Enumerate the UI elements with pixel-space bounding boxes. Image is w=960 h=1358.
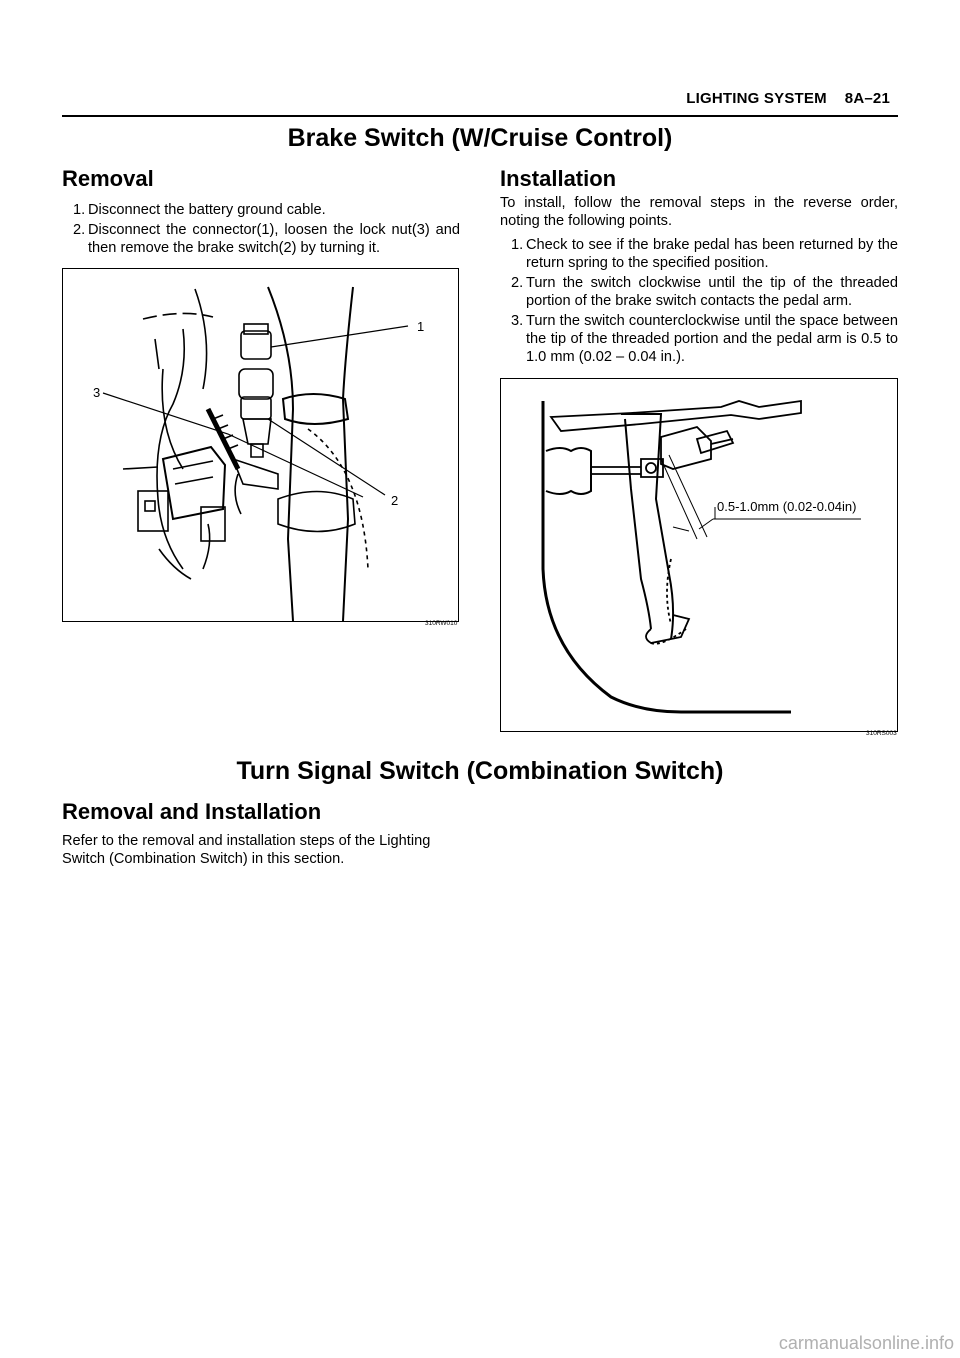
figure-2-code: 310RS003 xyxy=(866,730,897,737)
removal-steps xyxy=(62,201,460,259)
installation-heading: Installation xyxy=(500,166,617,191)
installation-step-2: 2. Turn the switch clockwise until the tip of the threaded portion of the brake switch contacts the pedal arm. xyxy=(511,275,898,309)
removal-heading: Removal xyxy=(62,166,154,191)
brake-switch-figure xyxy=(62,268,459,622)
brake-switch-illustration xyxy=(63,269,458,621)
header-section: LIGHTING SYSTEM xyxy=(686,90,827,107)
watermark: carmanualsonline.info xyxy=(778,1333,954,1353)
installation-intro: To install, follow the removal steps in the reverse order, noting the following points. xyxy=(500,195,898,229)
brake-switch-title: Brake Switch (W/Cruise Control) xyxy=(287,124,673,152)
installation-steps xyxy=(500,236,898,368)
turn-signal-title: Turn Signal Switch (Combination Switch) xyxy=(236,757,724,785)
header-page: 8A–21 xyxy=(844,90,890,107)
pedal-clearance-figure xyxy=(500,378,898,732)
turn-signal-text: Refer to the removal and installation steps of the Lighting Switch (Combination Switch) in this section. xyxy=(62,833,431,867)
callout-3: 3 xyxy=(93,385,101,400)
clearance-dimension-label: 0.5-1.0mm (0.02-0.04in) xyxy=(717,499,857,514)
callout-1: 1 xyxy=(417,319,425,334)
removal-step-1: 1. Disconnect the battery ground cable. xyxy=(73,202,326,218)
turn-signal-heading: Removal and Installation xyxy=(62,799,322,824)
figure-1-code: 310RW010 xyxy=(425,620,458,627)
page-header xyxy=(668,90,890,107)
header-rule xyxy=(62,115,898,117)
installation-step-3: 3. Turn the switch counterclockwise until the space between the tip of the threaded portion and the pedal arm is 0.5 to 1.0 mm (0.02 – 0.04 in.). xyxy=(511,313,898,365)
installation-step-1: 1. Check to see if the brake pedal has been returned by the return spring to the specified position. xyxy=(511,237,898,271)
pedal-clearance-diagram xyxy=(501,379,897,731)
callout-2: 2 xyxy=(391,493,399,508)
removal-step-2: 2. Disconnect the connector(1), loosen the lock nut(3) and then remove the brake switch(2) by turning it. xyxy=(73,222,460,256)
